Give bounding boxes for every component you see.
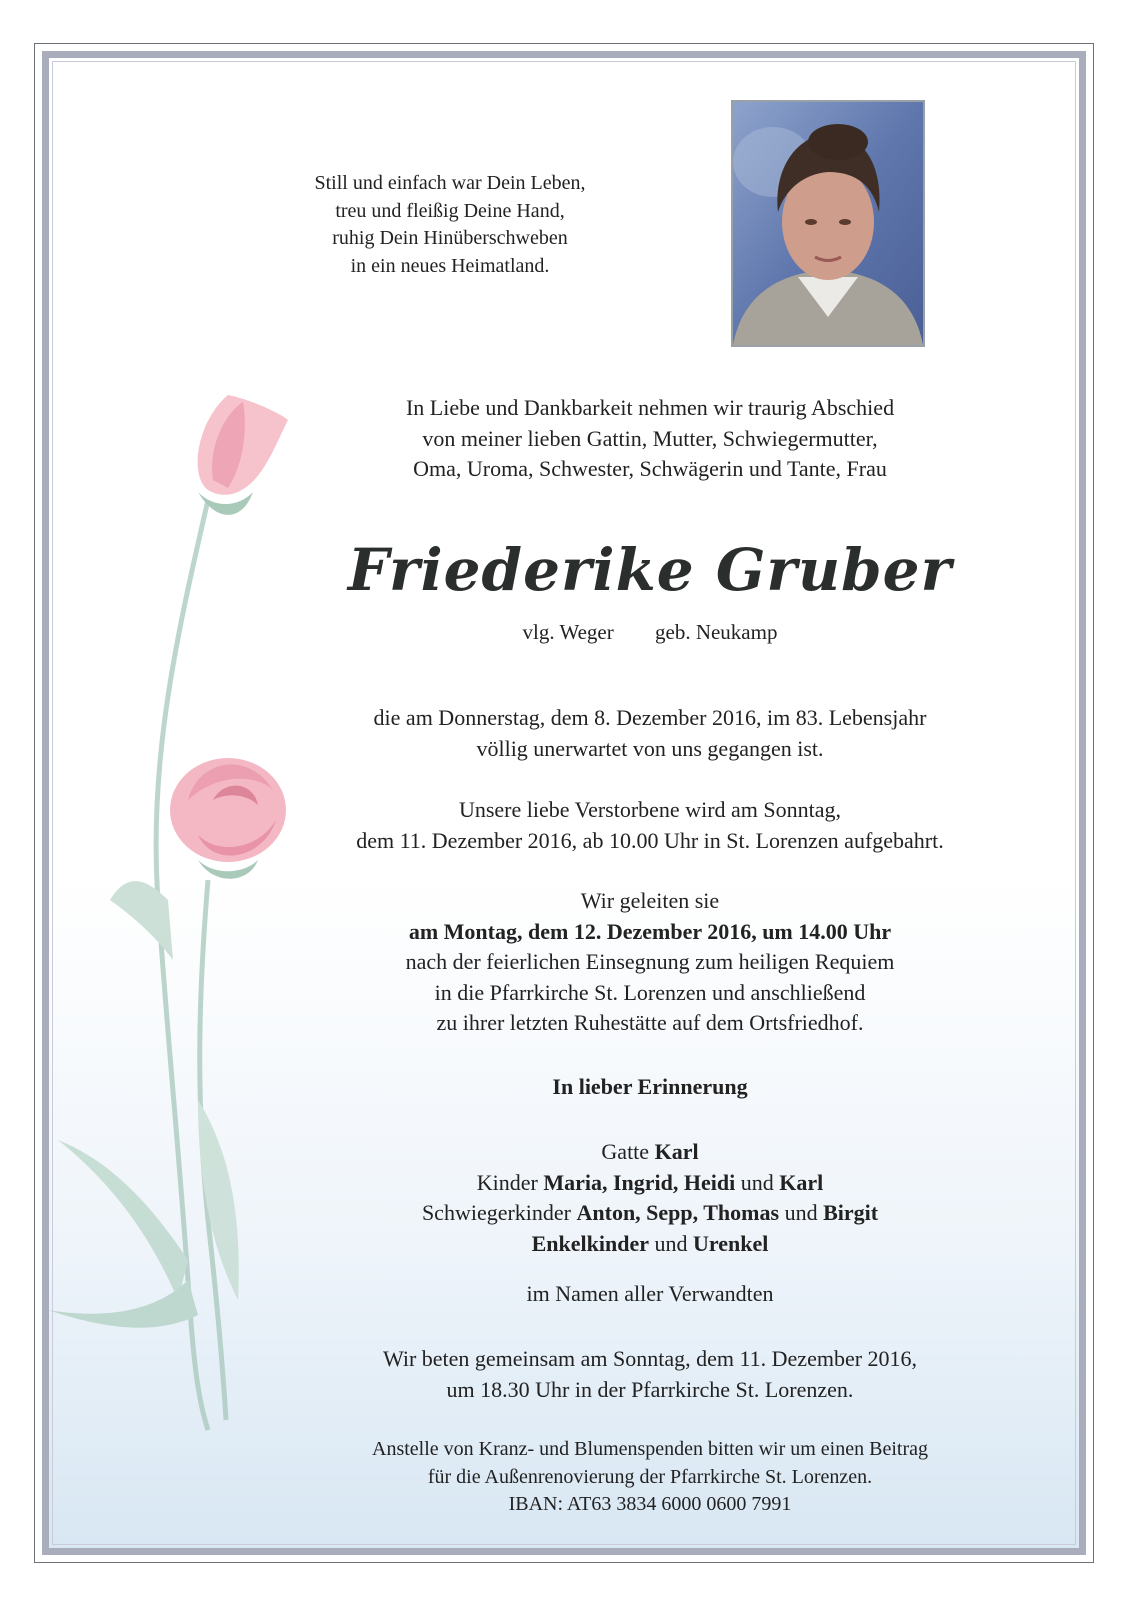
family-spouse [300, 1137, 1000, 1168]
relatives-line: im Namen aller Verwandten [526, 1281, 774, 1306]
intro-line: Oma, Uroma, Schwester, Schwägerin und Tante, Frau [413, 456, 887, 481]
inlaws-and: und [784, 1200, 818, 1225]
poem [250, 170, 650, 280]
memory-heading: In lieber Erinnerung [552, 1074, 748, 1099]
funeral-line: Wir geleiten sie [580, 888, 720, 913]
donation-notice [290, 1436, 1010, 1519]
inlaws-label: Schwiegerkinder [421, 1200, 571, 1225]
great-grandchildren-label: Urenkel [693, 1230, 769, 1256]
poem-line: Still und einfach war Dein Leben, [314, 172, 586, 194]
iban: IBAN: AT63 3834 6000 0600 7991 [508, 1493, 792, 1515]
spouse-label: Gatte [601, 1139, 650, 1164]
family-inlaws [300, 1198, 1000, 1229]
children-and: und [740, 1169, 774, 1195]
death-notice [300, 703, 1000, 764]
poem-line: treu und fleißig Deine Hand, [335, 199, 565, 222]
prayer-line: um 18.30 Uhr in der Pfarrkirche St. Lorenzen. [446, 1376, 854, 1402]
viewing-line: dem 11. Dezember 2016, ab 10.00 Uhr in St. Lorenzen aufgebahrt. [356, 827, 944, 853]
donation-line: Anstelle von Kranz- und Blumenspenden bitten wir um einen Beitrag [372, 1438, 928, 1460]
inlaws-last: Birgit [823, 1200, 879, 1225]
intro-text [330, 393, 970, 485]
death-notice-line: die am Donnerstag, dem 8. Dezember 2016, im 83. Lebensjahr [373, 705, 927, 730]
rose-bloom-lower [170, 758, 286, 879]
alias: vlg. Weger [522, 620, 614, 644]
donation-line: für die Außenrenovierung der Pfarrkirche St. Lorenzen. [427, 1465, 873, 1488]
children-last: Karl [779, 1169, 824, 1195]
family-grandchildren [300, 1229, 1000, 1260]
viewing-notice [290, 795, 1010, 856]
spouse-name: Karl [654, 1139, 699, 1164]
deceased-name: Friederike Gruber [347, 536, 953, 604]
birth-name: geb. Neukamp [655, 620, 778, 644]
rose-bud-top [198, 395, 288, 515]
rose-illustration [48, 380, 308, 1440]
family-list [300, 1137, 1000, 1259]
death-notice-line: völlig unerwartet von uns gegangen ist. [476, 735, 824, 761]
funeral-line: in die Pfarrkirche St. Lorenzen und anschließend [434, 979, 866, 1005]
funeral-line: nach der feierlichen Einsegnung zum heiligen Requiem [405, 949, 895, 974]
prayer-notice [300, 1344, 1000, 1405]
grand-and: und [654, 1230, 688, 1256]
funeral-date: am Montag, dem 12. Dezember 2016, um 14.00 Uhr [408, 918, 892, 944]
inlaws-names: Anton, Sepp, Thomas [576, 1200, 780, 1225]
children-label: Kinder [476, 1169, 538, 1195]
funeral-line: zu ihrer letzten Ruhestätte auf dem Ortsfriedhof. [436, 1010, 864, 1035]
grandchildren-label: Enkelkinder [531, 1230, 649, 1256]
intro-line: von meiner lieben Gattin, Mutter, Schwiegermutter, [422, 425, 878, 451]
funeral-notice [300, 886, 1000, 1039]
poem-line: in ein neues Heimatland. [350, 254, 550, 277]
name-details [330, 620, 970, 645]
children-names: Maria, Ingrid, Heidi [543, 1169, 736, 1195]
family-children [300, 1168, 1000, 1199]
portrait-photo [731, 100, 925, 347]
intro-line: In Liebe und Dankbarkeit nehmen wir traurig Abschied [405, 395, 895, 420]
prayer-line: Wir beten gemeinsam am Sonntag, dem 11. Dezember 2016, [382, 1346, 918, 1371]
viewing-line: Unsere liebe Verstorbene wird am Sonntag, [458, 797, 842, 822]
poem-line: ruhig Dein Hinüberschweben [332, 227, 568, 249]
